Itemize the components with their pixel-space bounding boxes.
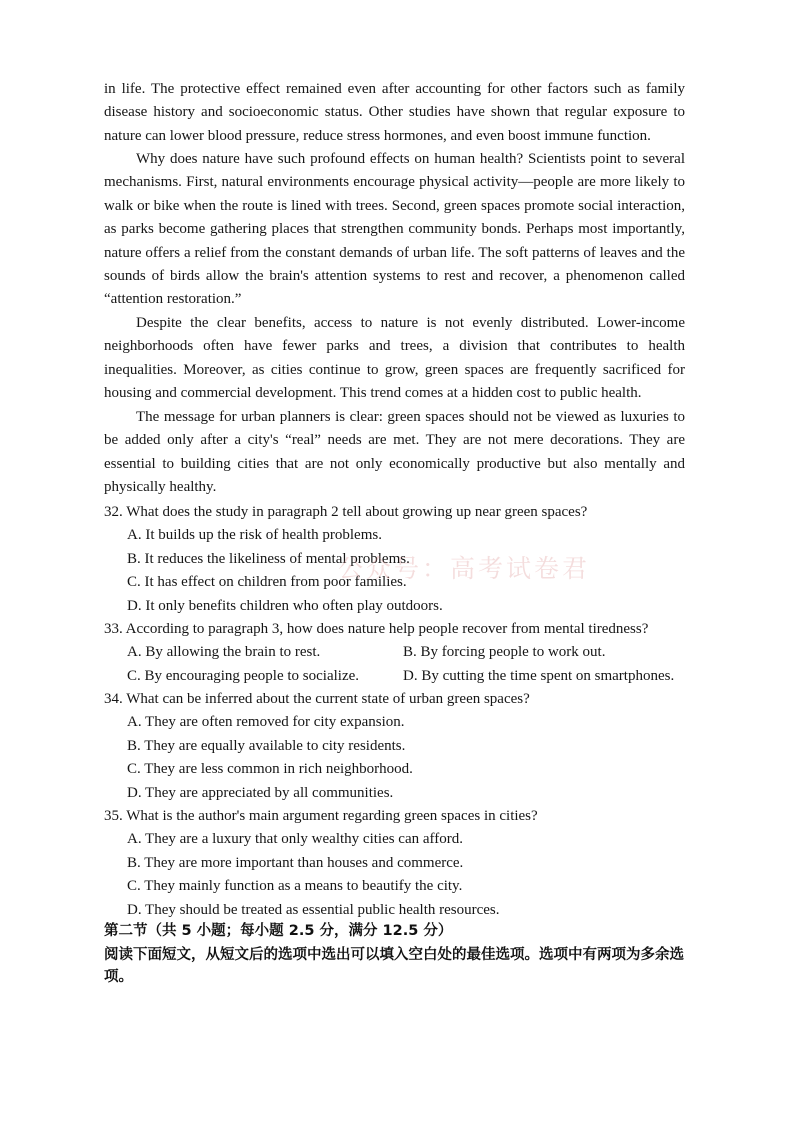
- watermark-text: 公众号：高考试卷君: [338, 554, 591, 583]
- question-33-option-c: C. By encouraging people to socialize.: [127, 668, 360, 684]
- passage-paragraph-4: The message for urban planners is clear: green spaces should not be viewed as luxuries to be added only after a city's “real” needs are met. They are not mere decorations. They are essential to building cities that are not only economically productive but also mentally and physically healthy.: [104, 409, 685, 496]
- question-32-stem: 32. What does the study in paragraph 2 tell about growing up near green spaces?: [104, 504, 588, 520]
- question-33-stem: 33. According to paragraph 3, how does nature help people recover from mental tiredness?: [104, 621, 649, 637]
- question-35-option-d: D. They should be treated as essential public health resources.: [127, 902, 500, 918]
- question-32-option-b: B. It reduces the likeliness of mental problems.: [127, 551, 410, 567]
- question-34-stem: 34. What can be inferred about the current state of urban green spaces?: [104, 691, 530, 707]
- question-33-option-d: D. By cutting the time spent on smartphones.: [403, 668, 675, 684]
- question-33-option-b: B. By forcing people to work out.: [403, 644, 606, 660]
- question-34-option-d: D. They are appreciated by all communities.: [127, 785, 394, 801]
- question-34-option-c: C. They are less common in rich neighborhood.: [127, 761, 413, 777]
- question-32-option-c: C. It has effect on children from poor families.: [127, 574, 407, 590]
- passage-paragraph-2: Why does nature have such profound effects on human health? Scientists point to several mechanisms. First, natural environments encourage physical activity—people are more likely to walk or bike when the route is lined with trees. Second, green spaces promote social interaction, as parks become gathering places that strengthen community bonds. Perhaps most importantly, nature offers a relief from the constant demands of urban life. The soft patterns of leaves and the sounds of birds allow the brain's attention systems to rest and recover, a phenomenon called “attention restoration.”: [104, 151, 685, 308]
- section-heading: 第二节（共 5 小题；每小题 2.5 分，满分 12.5 分）: [104, 923, 453, 939]
- question-35-stem: 35. What is the author's main argument regarding green spaces in cities?: [104, 808, 538, 824]
- passage-paragraph-3: Despite the clear benefits, access to nature is not evenly distributed. Lower-income neighborhoods often have fewer parks and trees, a division that contributes to health inequalities. Moreover, as cities continue to grow, green spaces are frequently sacrificed for housing and commercial development. This trend comes at a hidden cost to public health.: [104, 315, 685, 402]
- question-35-option-b: B. They are more important than houses and commerce.: [127, 855, 464, 871]
- passage-paragraph-1: in life. The protective effect remained even after accounting for other factors such as family disease history and socioeconomic status. Other studies have shown that regular exposure to nature can lower blood pressure, reduce stress hormones, and even boost immune function.: [104, 81, 685, 144]
- question-35-option-a: A. They are a luxury that only wealthy cities can afford.: [127, 831, 463, 847]
- question-35-option-c: C. They mainly function as a means to beautify the city.: [127, 878, 463, 894]
- section-instruction: 阅读下面短文，从短文后的选项中选出可以填入空白处的最佳选项。选项中有两项为多余选项。: [104, 947, 684, 985]
- question-32-option-d: D. It only benefits children who often play outdoors.: [127, 598, 443, 614]
- question-32-option-a: A. It builds up the risk of health problems.: [127, 527, 382, 543]
- question-33-option-a: A. By allowing the brain to rest.: [127, 644, 321, 660]
- question-34-option-a: A. They are often removed for city expansion.: [127, 714, 405, 730]
- question-34-option-b: B. They are equally available to city residents.: [127, 738, 406, 754]
